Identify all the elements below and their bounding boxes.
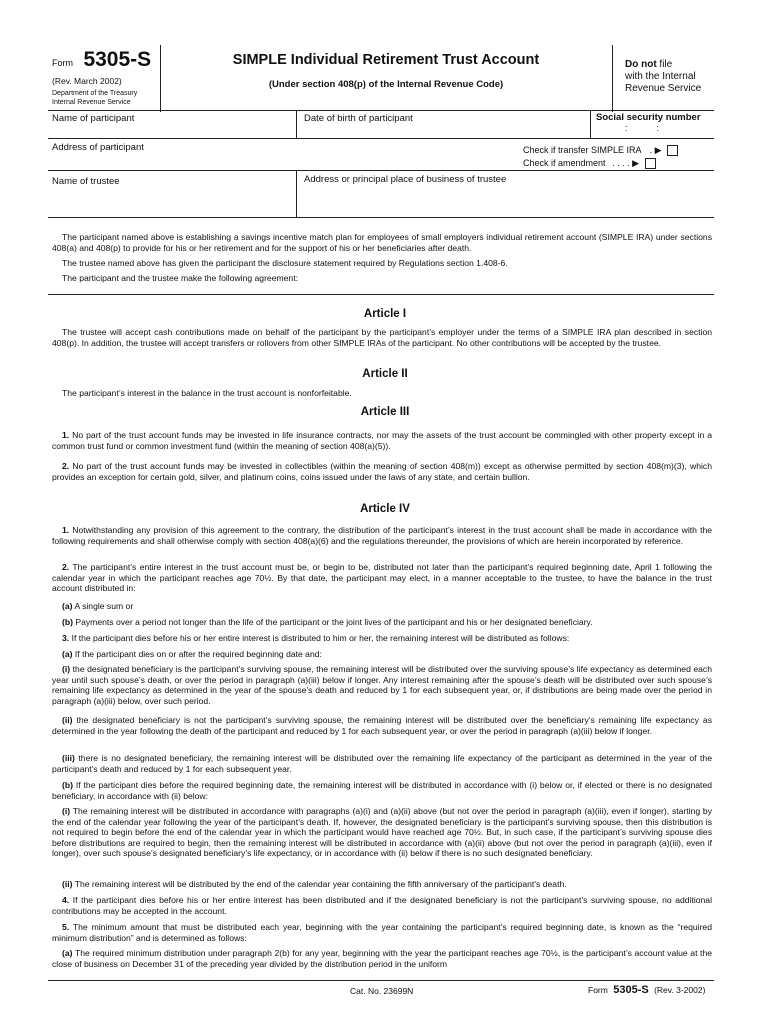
item-number: (a) — [62, 601, 73, 611]
item-number: 3. — [62, 633, 70, 643]
article-2-text: The participant’s interest in the balance in the trust account is nonforfeitable. — [62, 388, 352, 398]
row-rule-1 — [48, 138, 714, 139]
article-4-item-3b-i — [52, 806, 712, 859]
article-4-item-1 — [52, 525, 712, 546]
item-number: (i) — [62, 806, 71, 816]
item-text: The minimum amount that must be distributed each year, beginning with the year containing the participant’s required beginning date, is known as the “required minimum distribution” and is determined as follows: — [52, 922, 712, 943]
article-4-item-5a — [52, 948, 712, 969]
form-number: 5305-S — [83, 48, 152, 71]
item-number: 1. — [62, 525, 70, 535]
footer-form-id — [588, 984, 705, 996]
item-number: (a) — [62, 948, 73, 958]
item-text: there is no designated beneficiary, the remaining interest will be distributed over the remaining life expectancy of the participant as determined in the year of the participant’s death and reduced by 1 for each subsequent year. — [52, 753, 712, 774]
row-rule-2 — [48, 170, 714, 171]
item-text: No part of the trust account funds may be invested in collectibles (within the meaning of section 408(m)) except as otherwise permitted by section 408(m)(3), which provides an exception for certain gold, silver, and platinum coins, coins issued under the laws of any state, and certain bullion. — [52, 461, 712, 482]
item-number: 2. — [62, 461, 70, 471]
name-of-participant-field[interactable]: Name of participant — [52, 113, 135, 124]
article-4-item-3a-i — [52, 664, 712, 706]
footer-rule — [48, 980, 714, 981]
item-text: the designated beneficiary is the participant’s surviving spouse, the remaining interest will be distributed over the surviving spouse’s life expectancy as determined each year until such spouse’s death, or over the period in paragraph (a)(iii) below if longer. Any interest remaining after the spouse’s death will be distributed over such spouse’s remaining life expectancy as determined in the year of the spouse’s death and reduced by 1 for each subsequent year, or, if distributions are being made over the period in paragraph (a)(iii) below, over such period. — [52, 664, 713, 706]
article-4-item-3a — [52, 649, 712, 660]
form-label: Form — [52, 58, 73, 68]
intro-bottom-rule — [48, 294, 714, 295]
article-1-heading: Article I — [363, 308, 407, 320]
address-of-participant-field[interactable]: Address of participant — [52, 142, 144, 153]
intro-paragraph-2: The trustee named above has given the participant the disclosure statement required by Regulations section 1.408-6. — [62, 258, 508, 268]
item-number: (iii) — [62, 753, 75, 763]
article-4-item-3a-ii — [52, 715, 712, 736]
article-2-heading: Article II — [362, 368, 408, 380]
revision-date: (Rev. March 2002) — [52, 76, 122, 86]
item-number: 1. — [62, 430, 70, 440]
item-number: (ii) — [62, 715, 73, 725]
department-line: Department of the Treasury — [52, 90, 138, 97]
item-number: 2. — [62, 562, 70, 572]
item-text: The remaining interest will be distributed in accordance with paragraphs (a)(i) and (a)(ii) above (but not over the period in paragraph (a)(iii), even if longer), starting by the end of the calendar year following the year of the participant’s death. If, however, the designated beneficiary is the participant’s surviving spouse, then this distribution is not required to begin before the end of the calendar year in which the participant would have reached age 70½. But, in such case, if the participant’s surviving spouse dies before distributions are required to begin, then the remaining interest will be distributed in accordance with (a)(ii) above (but not over the period in paragraph (a)(iii), even if longer), over such spouse’s designated beneficiary’s life expectancy, or in accordance with (ii) below if there is no such designated beneficiary. — [52, 806, 713, 859]
file-label: file — [656, 59, 673, 70]
item-text: the designated beneficiary is not the participant’s surviving spouse, the remaining interest will be distributed over the beneficiary’s remaining life expectancy as determined in the year following the death of the participant and reduced by 1 for each subsequent year, or over the period in paragraph (a)(iii) below if longer. — [52, 715, 712, 736]
amendment-checkbox[interactable] — [645, 158, 656, 169]
item-text: Payments over a period not longer than the life of the participant or the joint lives of the participant and his or her designated beneficiary. — [75, 617, 593, 627]
item-text: Notwithstanding any provision of this agreement to the contrary, the distribution of the participant’s interest in the trust account shall be made in accordance with the following requirements and shall otherwise comply with section 408(a)(6) and the regulations thereunder, the provisions of which are herein incorporated by reference. — [52, 525, 713, 546]
name-of-trustee-field[interactable]: Name of trustee — [52, 176, 120, 187]
intro-paragraph-1: The participant named above is establishing a savings incentive match plan for employees of small employers individual retirement account (SIMPLE IRA) under sections 408(a) and 408(p) to provide for his or her retirement and for the support of his or her beneficiaries after death. — [52, 232, 712, 253]
article-3-item-2 — [52, 461, 712, 482]
item-text: A single sum or — [74, 601, 134, 611]
item-number: (a) — [62, 649, 73, 659]
article-3-heading: Article III — [360, 406, 410, 418]
footer-form-label: Form — [588, 985, 608, 995]
item-text: The remaining interest will be distributed by the end of the calendar year containing the fifth anniversary of the participant’s death. — [74, 879, 567, 889]
item-number: 4. — [62, 895, 70, 905]
article-4-item-3a-iii — [52, 753, 712, 774]
article-4-item-3 — [52, 633, 712, 644]
article-4-item-3b-ii — [52, 879, 712, 890]
item-text: The required minimum distribution under paragraph 2(b) for any year, beginning with the year the participant reaches age 70½, is the participant’s account value at the close of business on December 31 of the preceding year divided by the distribution period in the uniform — [52, 948, 713, 969]
article-4-item-2a — [52, 601, 712, 612]
header-bottom-rule — [48, 110, 714, 111]
item-text: The participant’s entire interest in the trust account must be, or begin to be, distributed not later than the participant’s required beginning date, April 1 following the calendar year in which the participant reaches age 70½. By that date, the participant may elect, in a manner acceptable to the trustee, to have the balance in the trust account distributed in: — [52, 562, 712, 594]
fields-bottom-rule — [48, 217, 714, 218]
trustee-address-field[interactable]: Address or principal place of business of trustee — [304, 174, 507, 185]
amendment-dots: . . . . ▶ — [612, 158, 639, 168]
item-text: If the participant dies before the required beginning date, the remaining interest will be distributed in accordance with (i) below or, if elected or there is no designated beneficiary, in accordance with (ii) below: — [52, 780, 713, 801]
article-1-text: The trustee will accept cash contributions made on behalf of the participant by the participant’s employer under the terms of a SIMPLE IRA plan described in section 408(p). In addition, the trustee will accept transfers or rollovers from other SIMPLE IRAs of the participant. No other contributions will be accepted by the trustee. — [52, 327, 712, 348]
header-divider-right — [612, 45, 613, 112]
item-text: If the participant dies on or after the required beginning date and: — [74, 649, 322, 659]
item-number: 5. — [62, 922, 70, 932]
intro-paragraph-3: The participant and the trustee make the following agreement: — [62, 273, 298, 283]
amendment-checkbox-row — [523, 158, 656, 169]
article-4-item-2b — [52, 617, 712, 628]
item-text: If the participant dies before his or her entire interest is distributed to him or her, the remaining interest will be distributed as follows: — [71, 633, 570, 643]
form-subtitle: (Under section 408(p) of the Internal Revenue Code) — [268, 79, 504, 90]
with-irs-line1: with the Internal — [625, 71, 696, 82]
transfer-checkbox[interactable] — [667, 145, 678, 156]
do-not-label: Do not — [625, 59, 657, 70]
article-4-item-2 — [52, 562, 712, 594]
item-text: No part of the trust account funds may be invested in life insurance contracts, nor may the assets of the trust account be commingled with other property except in a common trust fund or common investment fund (within the meaning of section 408(a)(5)). — [52, 430, 713, 451]
item-text: If the participant dies before his or her entire interest has been distributed and if the designated beneficiary is not the participant’s surviving spouse, no additional contributions may be accepted in the account. — [52, 895, 712, 916]
field-divider — [296, 170, 297, 217]
article-4-item-3b — [52, 780, 712, 801]
field-divider — [590, 110, 591, 138]
ssn-separators: : : — [625, 123, 661, 133]
article-4-item-5 — [52, 922, 712, 943]
item-number: (i) — [62, 664, 71, 674]
form-title: SIMPLE Individual Retirement Trust Account — [232, 52, 540, 68]
article-3-item-1 — [52, 430, 712, 451]
with-irs-line2: Revenue Service — [625, 83, 702, 94]
date-of-birth-field[interactable]: Date of birth of participant — [304, 113, 413, 124]
transfer-checkbox-row — [523, 145, 678, 156]
catalog-number: Cat. No. 23699N — [350, 986, 414, 996]
ssn-field[interactable] — [625, 123, 660, 133]
footer-form-number: 5305-S — [613, 984, 649, 996]
transfer-label: Check if transfer SIMPLE IRA — [523, 145, 642, 155]
do-not-file-note — [625, 59, 701, 95]
item-number: (b) — [62, 780, 73, 790]
field-divider — [296, 110, 297, 138]
article-4-item-4 — [52, 895, 712, 916]
item-number: (ii) — [62, 879, 73, 889]
form-number-block — [52, 48, 151, 72]
amendment-label: Check if amendment — [523, 158, 606, 168]
article-4-heading: Article IV — [360, 503, 410, 515]
ssn-label: Social security number — [596, 112, 701, 123]
item-number: (b) — [62, 617, 73, 627]
agency-line: Internal Revenue Service — [52, 99, 131, 106]
footer-revision: (Rev. 3-2002) — [654, 985, 706, 995]
transfer-dots: . ▶ — [649, 145, 662, 155]
